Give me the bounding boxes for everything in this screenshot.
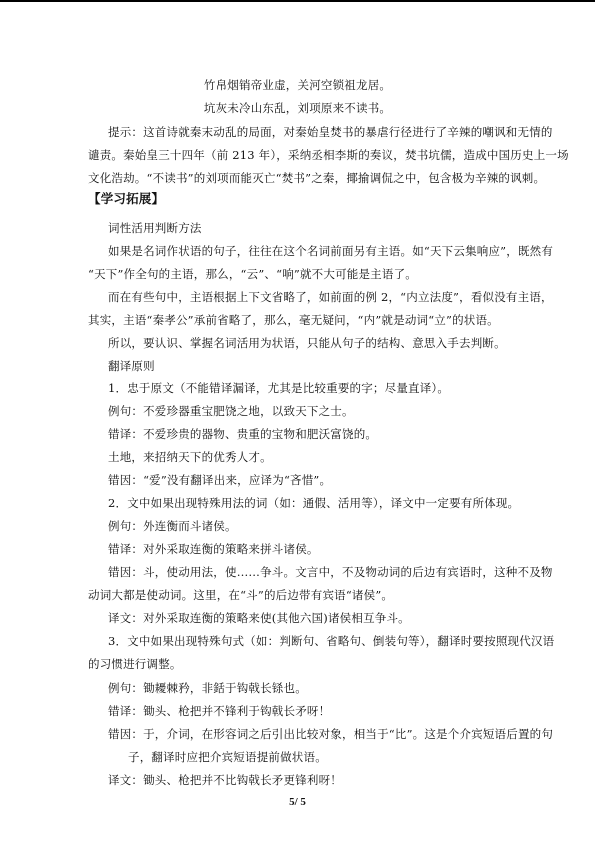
body-line-7: 翻译原则 (108, 359, 155, 373)
body-line-3: “天下”作全句的主语，那么，“云”、“响”就不大可能是主语了。 (88, 267, 417, 281)
body-line-18: 译文：对外采取连衡的策略来使(其他六国)诸侯相互争斗。 (108, 611, 410, 625)
section-heading: 【学习拓展】 (88, 191, 165, 206)
body-line-5: 其实，主语“秦孝公”承前省略了，那么，毫无疑问，“内”就是动词“立”的状语。 (88, 313, 499, 327)
header-rule (0, 0, 595, 2)
body-line-1: 词性活用判断方法 (108, 221, 202, 235)
page-number: 5/ 5 (289, 796, 306, 808)
body-line-9: 例句：不爱珍器重宝肥饶之地，以致天下之士。 (108, 404, 354, 418)
body-line-17: 动词大都是使动词。这里，在“斗”的后边带有宾语“诸侯”。 (88, 588, 394, 602)
body-line-19: 3．文中如果出现特殊句式（如：判断句、省略句、倒装句等），翻译时要按照现代汉语 (108, 634, 555, 648)
body-line-21: 例句：锄耰棘矜，非銛于钩戟长铩也。 (108, 681, 307, 695)
body-line-11: 土地，来招纳天下的优秀人才。 (108, 450, 272, 464)
body-line-12: 错因：“爱”没有翻译出来，应译为“吝惜”。 (108, 473, 332, 487)
poem-line-1: 竹帛烟销帝业虚，关河空锁祖龙居。 (203, 78, 392, 92)
poem-line-2: 坑灰未冷山东乱，刘项原来不读书。 (203, 101, 392, 115)
hint-line-1: 提示：这首诗就秦末动乱的局面，对秦始皇焚书的暴虐行径进行了辛辣的嘲讽和无情的 (108, 125, 553, 139)
body-line-24: 子，翻译时应把介宾短语提前做状语。 (128, 750, 327, 764)
body-line-6: 所以，要认识、掌握名词活用为状语，只能从句子的结构、意思入手去判断。 (108, 336, 506, 350)
body-line-2: 如果是名词作状语的句子，往往在这个名词前面另有主语。如“天下云集响应”，既然有 (108, 244, 554, 258)
body-line-15: 错译：对外采取连衡的策略来拼斗诸侯。 (108, 542, 319, 556)
body-line-25: 译文：锄头、枪把并不比钩戟长矛更锋利呀！ (108, 773, 342, 787)
body-line-8: 1．忠于原文（不能错译漏译，尤其是比较重要的字；尽量直译）。 (108, 381, 450, 395)
body-line-23: 错因：于，介词，在形容词之后引出比较对象，相当于“比”。这是个介宾短语后置的句 (108, 727, 554, 741)
body-line-4: 而在有些句中，主语根据上下文省略了，如前面的例 2，“内立法度”，看似没有主语， (108, 290, 553, 304)
body-line-16: 错因：斗，使动用法，使……争斗。文言中，不及物动词的后边有宾语时，这种不及物 (108, 565, 553, 579)
hint-line-2: 谴责。秦始皇三十四年（前 213 年），采纳丞相李斯的奏议，焚书坑儒，造成中国历史上一场 (88, 148, 569, 162)
body-line-10: 错译：不爱珍贵的器物、贵重的宝物和肥沃富饶的。 (108, 427, 378, 441)
hint-line-3: 文化浩劫。“不读书”的刘项而能灭亡“焚书”之秦，揶揄调侃之中，包含极为辛辣的讽刺。 (88, 171, 546, 185)
body-line-14: 例句：外连衡而斗诸侯。 (108, 519, 237, 533)
body-line-20: 的习惯进行调整。 (88, 657, 182, 671)
body-line-22: 错译：锄头、枪把并不锋利于钩戟长矛呀！ (108, 704, 331, 718)
body-line-13: 2．文中如果出现特殊用法的词（如：通假、活用等），译文中一定要有所体现。 (108, 496, 520, 510)
